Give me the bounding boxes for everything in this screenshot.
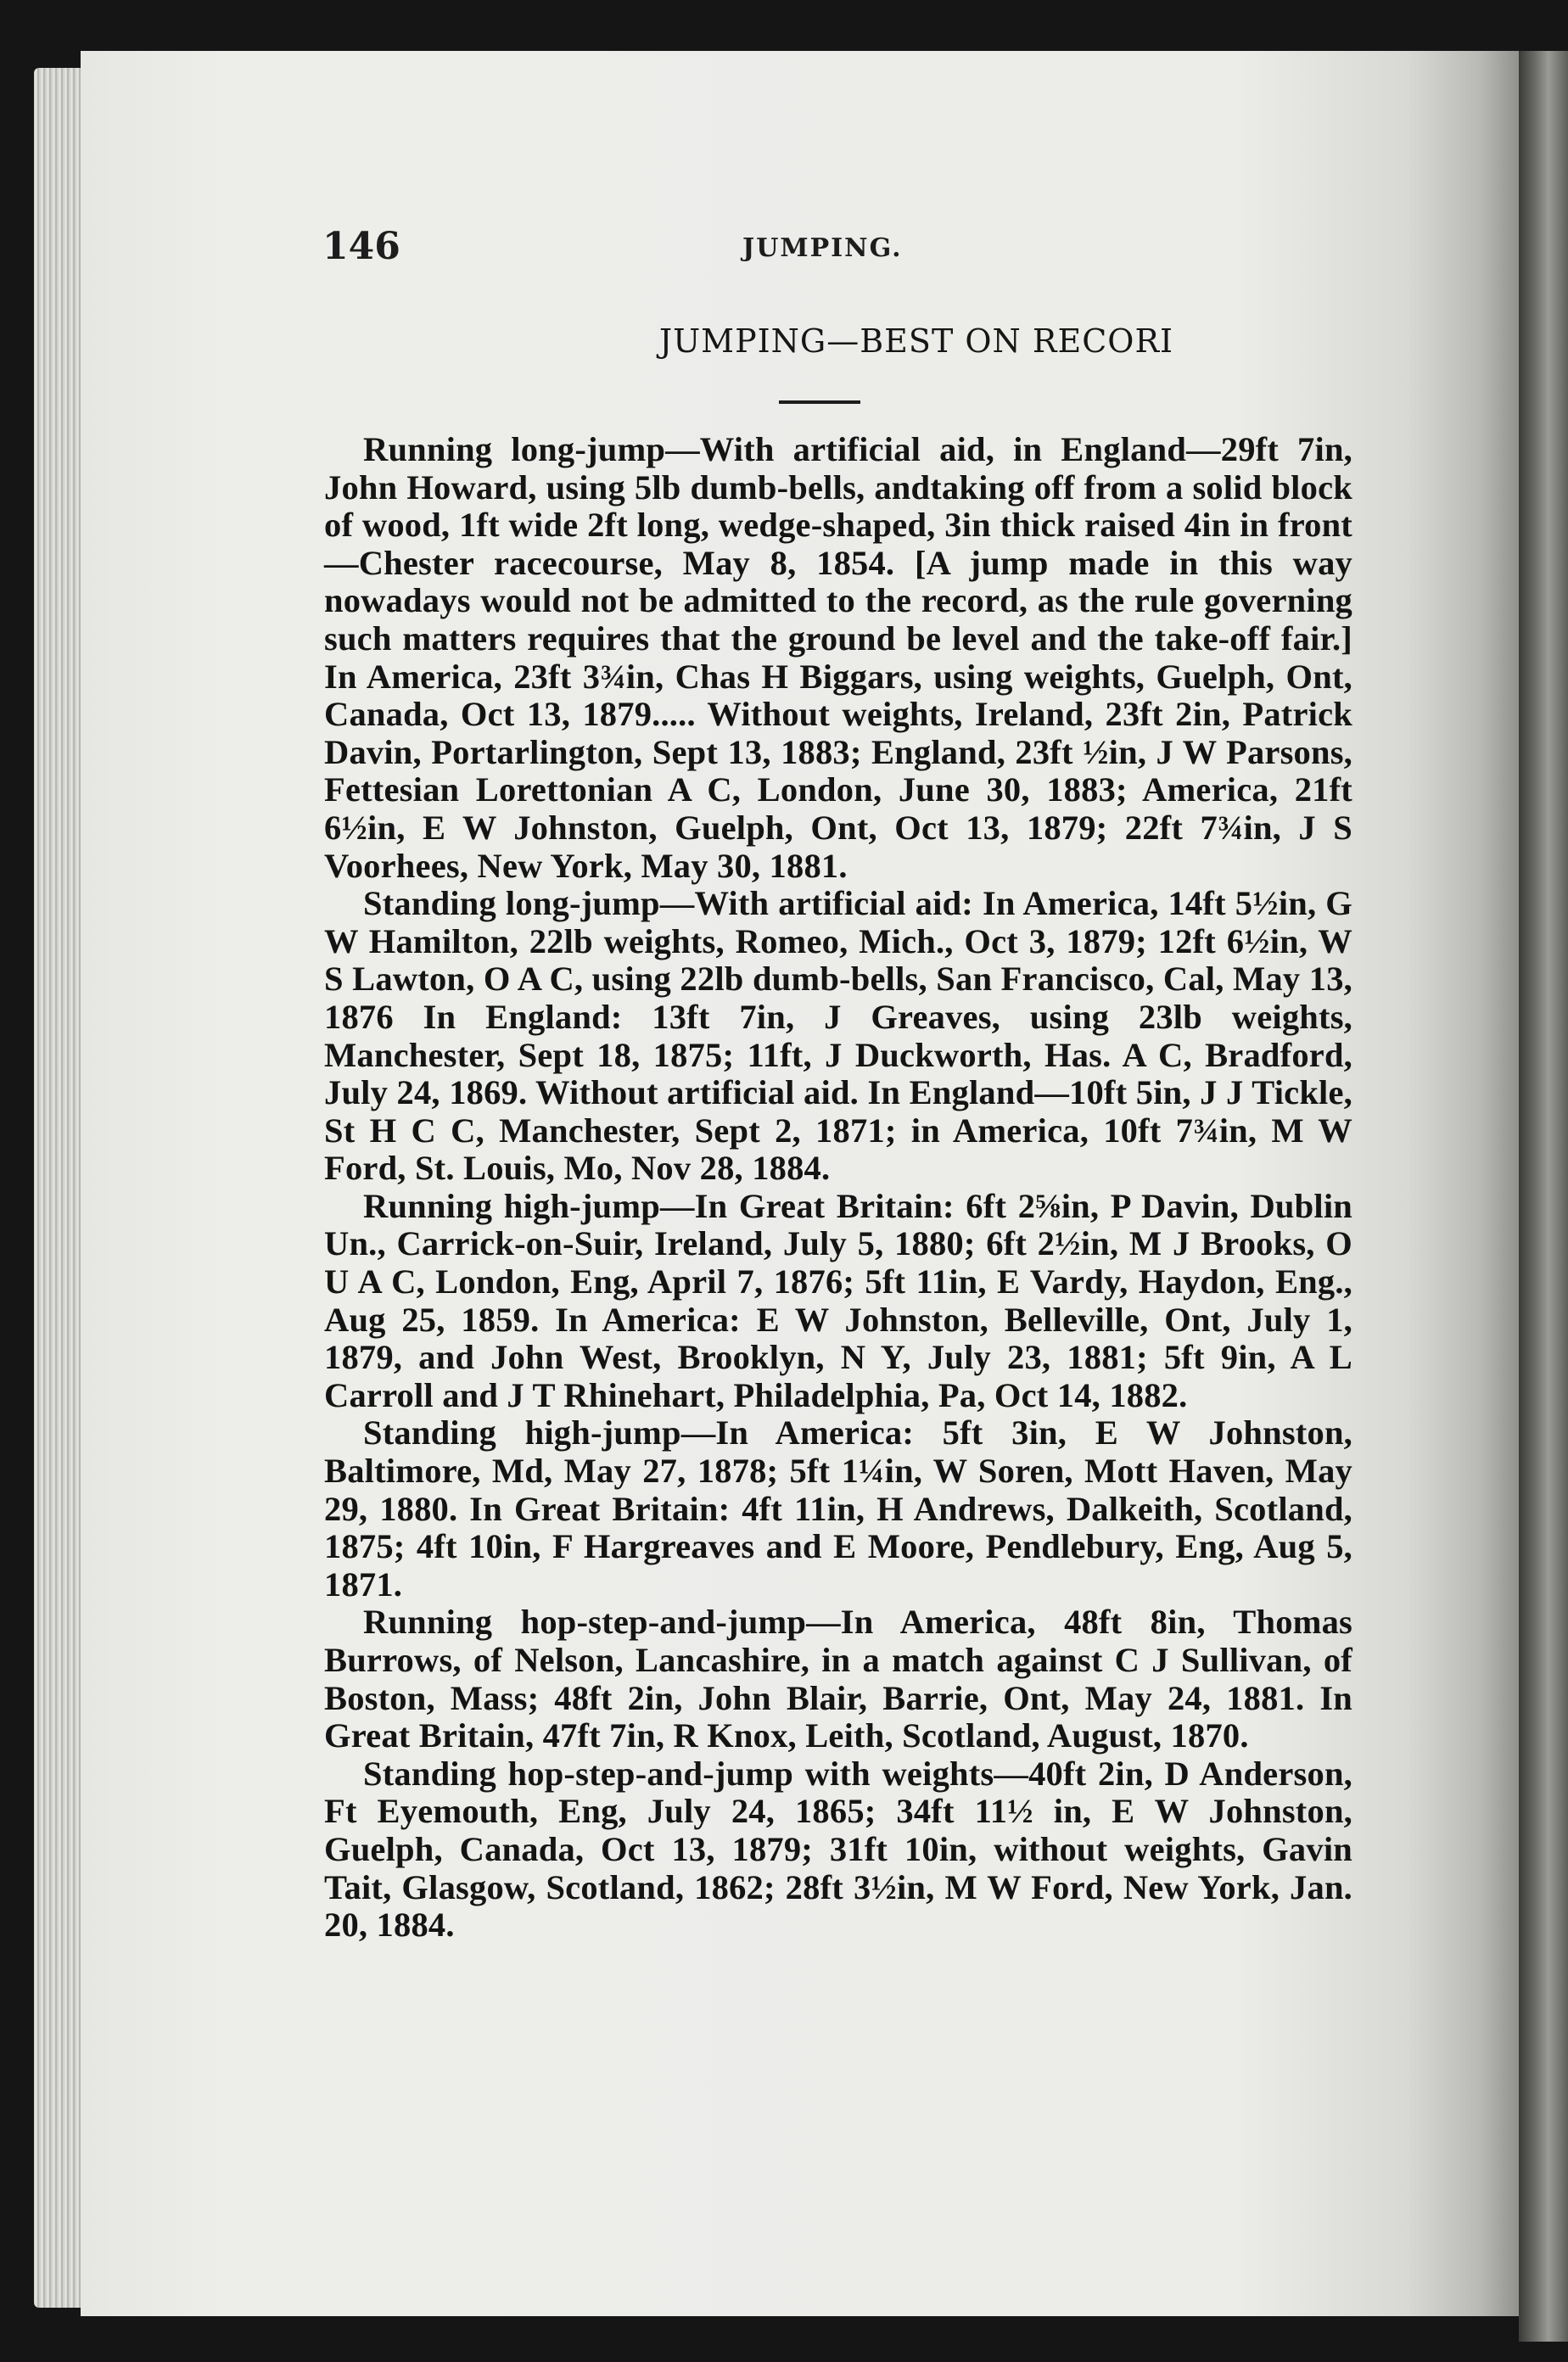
page-number: 146	[322, 225, 400, 268]
paragraph-standing-long-jump: Standing long-jump—With artificial aid: In America, 14ft 5½in, G W Hamilton, 22lb weights, Romeo, Mich., Oct 3, 1879; 12ft 6½in, W S Lawton, O A C, using 22lb dumb-bells, San Francisco, Cal, May 13, 1876 In England: 13ft 7in, J Greaves, using 23lb weights, Manchester, Sept 18, 1875; 11ft, J Duckworth, Has. A C, Bradford, July 24, 1869. Without artificial aid. In England—10ft 5in, J J Tickle, St H C C, Manchester, Sept 2, 1871; in America, 10ft 7¾in, M W Ford, St. Louis, Mo, Nov 28, 1884.	[324, 884, 1352, 1188]
book-gutter	[1519, 51, 1568, 2342]
running-head: JUMPING.	[742, 233, 903, 263]
paragraph-standing-high-jump: Standing high-jump—In America: 5ft 3in, E W Johnston, Baltimore, Md, May 27, 1878; 5ft 1¼in, W Soren, Mott Haven, May 29, 1880. In Great Britain: 4ft 11in, H Andrews, Dalkeith, Scotland, 1875; 4ft 10in, F Hargreaves and E Moore, Pendlebury, Eng, Aug 5, 1871.	[324, 1413, 1352, 1604]
page-header	[322, 225, 1493, 276]
paragraph-standing-hop-step-and-jump: Standing hop-step-and-jump with weights—40ft 2in, D Anderson, Ft Eyemouth, Eng, July 24, 1865; 34ft 11½ in, E W Johnston, Guelph, Canada, Oct 13, 1879; 31ft 10in, without weights, Gavin Tait, Glasgow, Scotland, 1862; 28ft 3½in, M W Ford, New York, Jan. 20, 1884.	[324, 1754, 1352, 1945]
section-title: JUMPING—BEST ON RECORI	[658, 322, 1174, 360]
title-rule	[779, 400, 860, 404]
body-text	[324, 431, 1352, 1945]
paragraph-running-high-jump: Running high-jump—In Great Britain: 6ft 2⅝in, P Davin, Dublin Un., Carrick-on-Suir, Ireland, July 5, 1880; 6ft 2½in, M J Brooks, O U A C, London, Eng, April 7, 1876; 5ft 11in, E Vardy, Haydon, Eng., Aug 25, 1859. In America: E W Johnston, Belleville, Ont, July 1, 1879, and John West, Brooklyn, N Y, July 23, 1881; 5ft 9in, A L Carroll and J T Rhinehart, Philadelphia, Pa, Oct 14, 1882.	[324, 1186, 1352, 1414]
paragraph-running-hop-step-and-jump: Running hop-step-and-jump—In America, 48ft 8in, Thomas Burrows, of Nelson, Lancashire, in a match against C J Sullivan, of Boston, Mass; 48ft 2in, John Blair, Barrie, Ont, May 24, 1881. In Great Britain, 47ft 7in, R Knox, Leith, Scotland, August, 1870.	[324, 1603, 1352, 1755]
paragraph-running-long-jump: Running long-jump—With artificial aid, in England—29ft 7in, John Howard, using 5lb dumb-bells, andtaking off from a solid block of wood, 1ft wide 2ft long, wedge-shaped, 3in thick raised 4in in front—Chester racecourse, May 8, 1854. [A jump made in this way nowadays would not be admitted to the record, as the rule governing such matters requires that the ground be level and the take-off fair.] In America, 23ft 3¾in, Chas H Biggars, using weights, Guelph, Ont, Canada, Oct 13, 1879..... Without weights, Ireland, 23ft 2in, Patrick Davin, Portarlington, Sept 13, 1883; England, 23ft ½in, J W Parsons, Fettesian Lorettonian A C, London, June 30, 1883; America, 21ft 6½in, E W Johnston, Guelph, Ont, Oct 13, 1879; 22ft 7¾in, J S Voorhees, New York, May 30, 1881.	[324, 430, 1352, 885]
